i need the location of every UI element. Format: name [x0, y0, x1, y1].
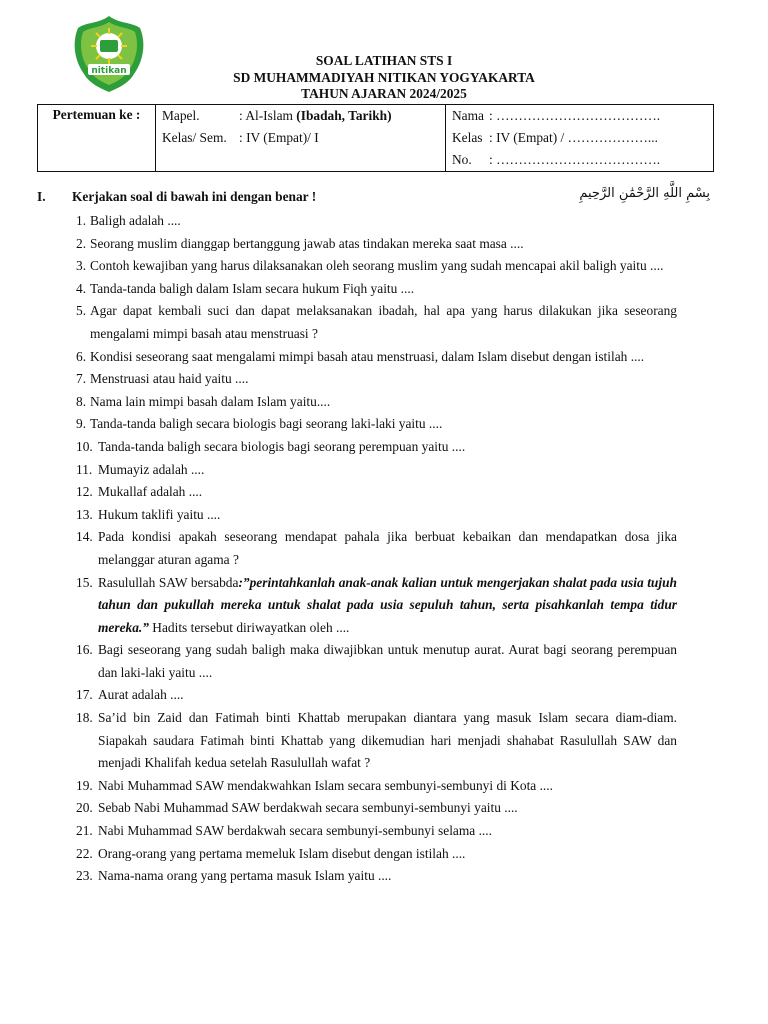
question-text: Sebab Nabi Muhammad SAW berdakwah secara sembunyi-sembunyi yaitu ....: [98, 800, 518, 816]
question-text: Mumayiz adalah ....: [98, 461, 205, 477]
question-item: [76, 233, 677, 256]
subject-value-prefix: : Al-Islam: [239, 108, 297, 123]
muhammadiyah-logo-icon: [72, 14, 146, 94]
subject-value-bold: (Ibadah, Tarikh): [296, 108, 392, 123]
question-number: 6.: [76, 348, 87, 364]
question-text: Kondisi seseorang saat mengalami mimpi basah atau menstruasi, dalam Islam disebut dengan istilah ....: [90, 348, 645, 364]
question-item: [76, 820, 677, 843]
question-item: [76, 843, 677, 866]
question-item: [76, 391, 677, 414]
subject-label: Mapel.: [162, 108, 200, 123]
meeting-label: Pertemuan ke :: [52, 107, 141, 122]
question-text: Orang-orang yang pertama memeluk Islam disebut dengan istilah ....: [98, 845, 466, 861]
no-label: No.: [452, 152, 472, 167]
question-text: Nama-nama orang yang pertama masuk Islam yaitu ....: [98, 868, 392, 884]
question-text: Bagi seseorang yang sudah baligh maka diwajibkan untuk menutup aurat. Aurat bagi seorang perempuan dan laki-laki yaitu ....: [98, 642, 677, 680]
question-item: [76, 504, 677, 527]
question-text: Menstruasi atau haid yaitu ....: [90, 371, 249, 387]
document-header: [150, 53, 618, 103]
question-item: [76, 413, 677, 436]
academic-year: TAHUN AJARAN 2024/2025: [301, 86, 467, 101]
question-item: [76, 255, 677, 278]
name-field[interactable]: : ……………………………….: [489, 108, 661, 123]
info-table: [37, 104, 714, 172]
question-text: Pada kondisi apakah seseorang mendapat pahala jika berbuat kebaikan dan mendapatkan dosa jika melanggar aturan agama ?: [98, 529, 677, 567]
question-number: 14.: [76, 529, 93, 545]
question-item: [76, 210, 677, 233]
question-item: [76, 639, 677, 684]
question-text: Baligh adalah ....: [90, 213, 181, 228]
svg-text:nitikan: nitikan: [91, 66, 127, 76]
subject-cell: [156, 105, 446, 172]
question-number: 21.: [76, 823, 93, 839]
question-number: 15.: [76, 574, 93, 590]
question-item: [76, 526, 677, 571]
question-number: 3.: [76, 258, 87, 274]
question-text: Seorang muslim dianggap bertanggung jawab atas tindakan mereka saat masa ....: [90, 235, 524, 251]
question-text: Tanda-tanda baligh dalam Islam secara hukum Fiqh yaitu ....: [90, 280, 415, 296]
section-number: I.: [37, 189, 46, 204]
question-number: 20.: [76, 800, 93, 816]
question-text-pre: Rasulullah SAW bersabda: [98, 574, 239, 590]
question-number: 4.: [76, 280, 87, 296]
question-number: 5.: [76, 303, 87, 319]
hadith-quote: :”perintahkanlah anak-anak kalian untuk mengerjakan shalat pada usia tujuh tahun dan pukullah mereka untuk shalat pada usia sepuluh tahun, serta pisahkanlah tempa tidur mereka.”: [98, 574, 677, 635]
question-item: [76, 436, 677, 459]
question-number: 12.: [76, 484, 93, 500]
no-field[interactable]: : ……………………………….: [489, 152, 661, 167]
question-number: 13.: [76, 506, 93, 522]
question-number: 11.: [76, 461, 93, 477]
question-number: 1.: [76, 213, 87, 228]
question-item: [76, 775, 677, 798]
question-item: [76, 481, 677, 504]
class-sem-label: Kelas/ Sem.: [162, 130, 227, 145]
question-number: 10.: [76, 438, 93, 454]
question-text: Nama lain mimpi basah dalam Islam yaitu....: [90, 393, 331, 409]
question-text: Mukallaf adalah ....: [98, 484, 203, 500]
question-item: [76, 278, 677, 301]
class-field[interactable]: : IV (Empat) / ………………...: [489, 130, 658, 145]
student-cell: [446, 105, 714, 172]
name-label: Nama: [452, 108, 484, 123]
question-item: [76, 707, 677, 775]
subject-value: [239, 105, 392, 127]
question-item: [76, 368, 677, 391]
question-number: 16.: [76, 642, 93, 658]
question-text: Contoh kewajiban yang harus dilaksanakan oleh seorang muslim yang sudah mencapai akil baligh yaitu ....: [90, 258, 664, 274]
question-list: [76, 210, 677, 888]
question-item: [76, 797, 677, 820]
question-number: 8.: [76, 393, 87, 409]
question-number: 7.: [76, 371, 87, 387]
question-number: 23.: [76, 868, 93, 884]
class-sem-value: : IV (Empat)/ I: [239, 130, 319, 145]
question-number: 17.: [76, 687, 93, 703]
exam-title: SOAL LATIHAN STS I: [315, 53, 453, 68]
question-item: [76, 572, 677, 640]
question-text: Hukum taklifi yaitu ....: [98, 506, 221, 522]
question-text: Tanda-tanda baligh secara biologis bagi seorang perempuan yaitu ....: [98, 438, 466, 454]
question-item: [76, 346, 677, 369]
basmalah-calligraphy: بِسْمِ اللَّهِ الرَّحْمَٰنِ الرَّحِيمِ: [579, 186, 710, 201]
question-text-post: Hadits tersebut diriwayatkan oleh ....: [148, 619, 350, 635]
question-item: [76, 684, 677, 707]
question-item: [76, 865, 677, 888]
section-instruction: Kerjakan soal di bawah ini dengan benar !: [72, 189, 317, 204]
school-name: SD MUHAMMADIYAH NITIKAN YOGYAKARTA: [233, 69, 535, 85]
question-number: 19.: [76, 777, 93, 793]
question-text: Tanda-tanda baligh secara biologis bagi seorang laki-laki yaitu ....: [90, 416, 443, 432]
question-number: 18.: [76, 710, 93, 726]
question-number: 2.: [76, 235, 87, 251]
question-text: Nabi Muhammad SAW berdakwah secara sembunyi-sembunyi selama ....: [98, 823, 492, 839]
question-item: [76, 300, 677, 345]
question-text: Agar dapat kembali suci dan dapat melaksanakan ibadah, hal apa yang harus dilakukan jika seseorang mengalami mimpi basah atau menstruasi ?: [90, 303, 677, 341]
question-text: Sa’id bin Zaid dan Fatimah binti Khattab merupakan diantara yang masuk Islam secara diam-diam. Siapakah saudara Fatimah binti Khattab yang dikemudian hari menjadi shahabat Rasulullah SAW dan menjadi Khalifah kedua setelah Rasulullah wafat ?: [98, 710, 677, 771]
question-item: [76, 459, 677, 482]
question-number: 22.: [76, 845, 93, 861]
question-text: Nabi Muhammad SAW mendakwahkan Islam secara sembunyi-sembunyi di Kota ....: [98, 777, 553, 793]
question-text: Aurat adalah ....: [98, 687, 184, 703]
question-text: [98, 572, 677, 640]
class-label: Kelas: [452, 130, 483, 145]
question-number: 9.: [76, 416, 87, 432]
meeting-cell: [38, 105, 156, 172]
